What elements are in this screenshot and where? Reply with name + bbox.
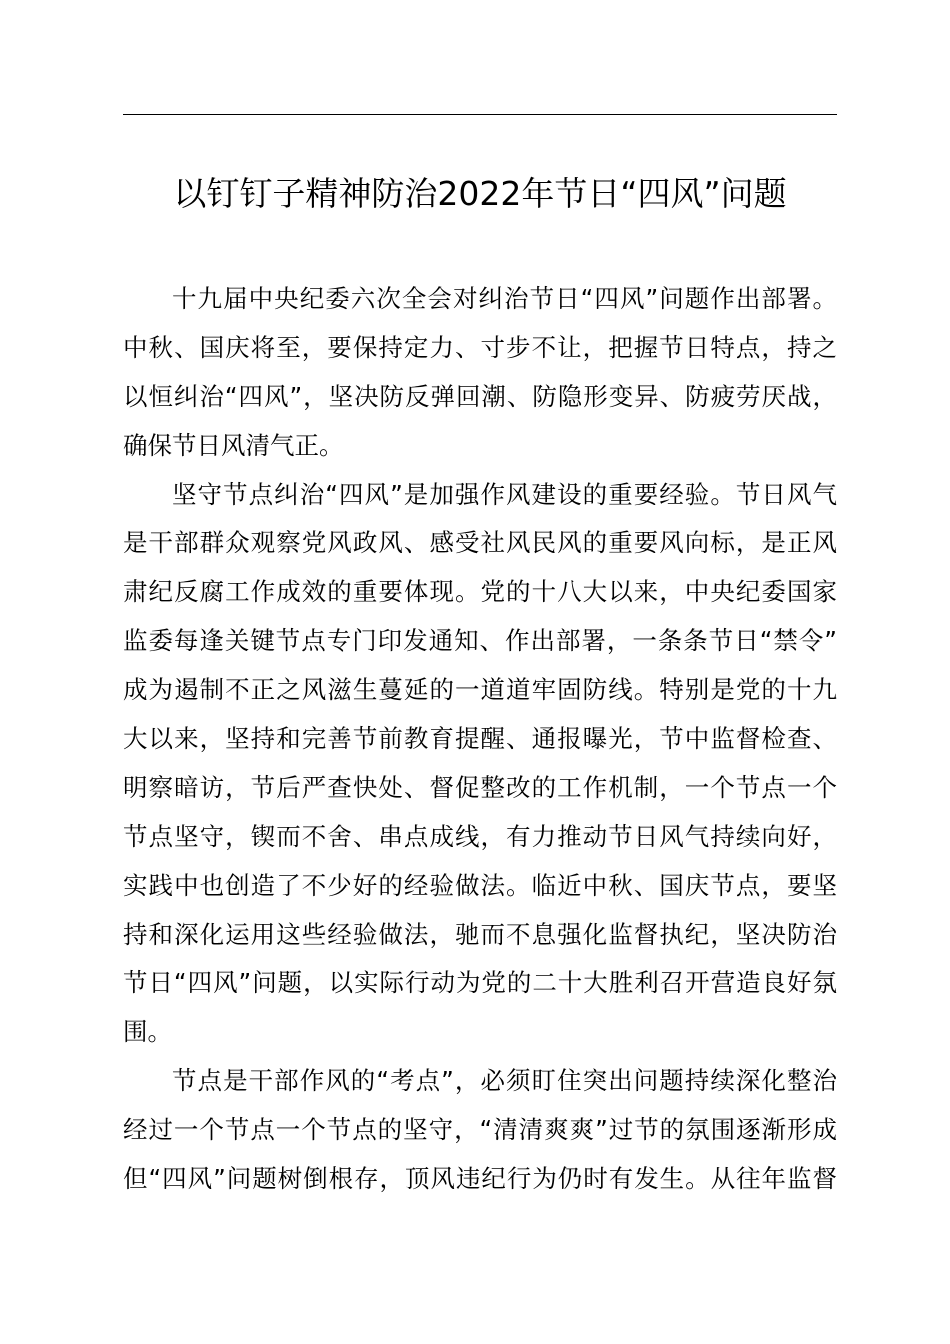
paragraph-3 <box>123 1057 837 1204</box>
paragraph-line: 监委每逢关键节点专门印发通知、作出部署，一条条节日“禁令” <box>123 626 837 656</box>
paragraph-2 <box>123 471 837 1058</box>
paragraph-line: 但“四风”问题树倒根存，顶风违纪行为仍时有发生。从往年监督 <box>123 1164 837 1194</box>
paragraph-line: 围。 <box>123 1017 172 1047</box>
paragraph-line: 节日“四风”问题，以实际行动为党的二十大胜利召开营造良好氛 <box>123 968 837 998</box>
paragraph-line: 确保节日风清气正。 <box>123 430 344 460</box>
paragraph-line: 节点是干部作风的“考点”，必须盯住突出问题持续深化整治 <box>172 1066 837 1096</box>
paragraph-line: 坚守节点纠治“四风”是加强作风建设的重要经验。节日风气 <box>172 479 837 509</box>
paragraph-line: 持和深化运用这些经验做法，驰而不息强化监督执纪，坚决防治 <box>123 919 837 949</box>
paragraph-1 <box>123 275 837 471</box>
paragraph-line: 中秋、国庆将至，要保持定力、寸步不让，把握节日特点，持之 <box>123 332 837 362</box>
paragraph-line: 十九届中央纪委六次全会对纠治节日“四风”问题作出部署。 <box>172 284 837 313</box>
paragraph-line: 经过一个节点一个节点的坚守，“清清爽爽”过节的氛围逐渐形成 <box>123 1115 837 1145</box>
paragraph-line: 是干部群众观察党风政风、感受社风民风的重要风向标，是正风 <box>123 528 837 558</box>
paragraph-line: 成为遏制不正之风滋生蔓延的一道道牢固防线。特别是党的十九 <box>123 675 837 705</box>
document-body <box>123 275 837 1204</box>
paragraph-line: 明察暗访，节后严查快处、督促整改的工作机制，一个节点一个 <box>123 772 837 802</box>
paragraph-line: 以恒纠治“四风”，坚决防反弹回潮、防隐形变异、防疲劳厌战， <box>123 381 837 411</box>
header-rule <box>123 114 837 115</box>
paragraph-line: 肃纪反腐工作成效的重要体现。党的十八大以来，中央纪委国家 <box>123 577 837 607</box>
paragraph-line: 大以来，坚持和完善节前教育提醒、通报曝光，节中监督检查、 <box>123 724 837 754</box>
document-title: 以钉钉子精神防治2022年节日“四风”问题 <box>173 174 787 213</box>
paragraph-line: 实践中也创造了不少好的经验做法。临近中秋、国庆节点，要坚 <box>123 870 837 900</box>
paragraph-line: 节点坚守，锲而不舍、串点成线，有力推动节日风气持续向好， <box>123 821 837 851</box>
